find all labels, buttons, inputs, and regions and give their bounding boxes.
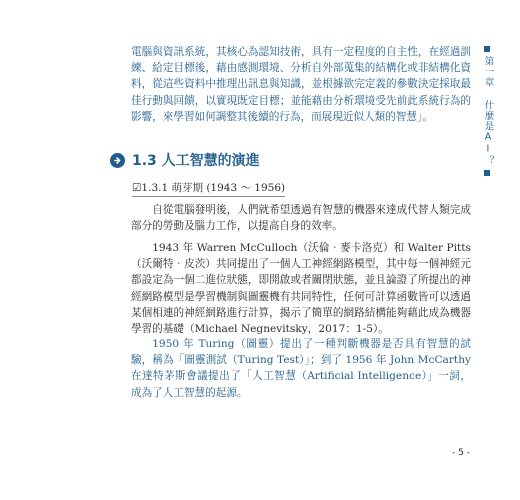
intro-paragraph: 電腦與資訊系統，其核心為認知技術，具有一定程度的自主性，在經過訓練、給定目標後，藉由感測環境、分析自外部蒐集的結構化或非結構化資料，從這些資料中推理出訊息與知識，並根據欲完定義的參數決定採取最佳行動與回饋，以實現既定目標；並能藉由分析環境受先前此系統行為的影響，來學習如何調整其後續的行為，而展現近似人類的智慧」。 (131, 46, 471, 123)
paragraph-1: 自從電腦發明後，人們就希望透過有智慧的機器來達成代替人類完成部分的勞動及腦力工作，以提高自身的效率。 (131, 204, 471, 233)
chapter-question: 什麼是AI？ (482, 99, 494, 166)
chapter-label: 第一章 (482, 56, 494, 88)
paragraph-3: 1950 年 Turing（圖靈）提出了一種判斷機器是否具有智慧的試驗，稱為「圖靈測試（Turing Test）」；到了 1956 年 John McCarthy 在達特茅斯會議提出了「人工智慧（Artificial Intelligence）」一詞，成為了人工智慧的起源。 (131, 338, 471, 399)
paragraph-2: 1943 年 Warren McCulloch（沃倫‧麥卡洛克）和 Walter Pitts（沃爾特‧皮茨）共同提出了一個人工神經網路模型，其中每一個神經元都設定為一個二進位狀態，即開啟或者關閉狀態，並且論證了所提出的神經網路模型是學習機制與圖靈機有共同特性，任何可計算函數皆可以透過某個相連的神經網路進行計算，揭示了簡單的網路結構能夠藉此成為機器學習的基礎（Michael Negnevitsky，2017：1-5）。 (131, 242, 471, 336)
square-bullet-icon (484, 170, 490, 176)
section-heading (110, 150, 260, 170)
chapter-side-tab (478, 44, 496, 184)
arrow-circle-icon (110, 153, 125, 168)
square-bullet-icon (484, 46, 490, 52)
section-title: 1.3 人工智慧的演進 (132, 153, 260, 169)
checkbox-icon: ☑ (132, 182, 142, 194)
subsection-title: 1.3.1 萌芽期 (1943 ～ 1956) (141, 182, 286, 194)
subsection-heading (132, 180, 285, 197)
page-number: - 5 - (452, 448, 470, 458)
